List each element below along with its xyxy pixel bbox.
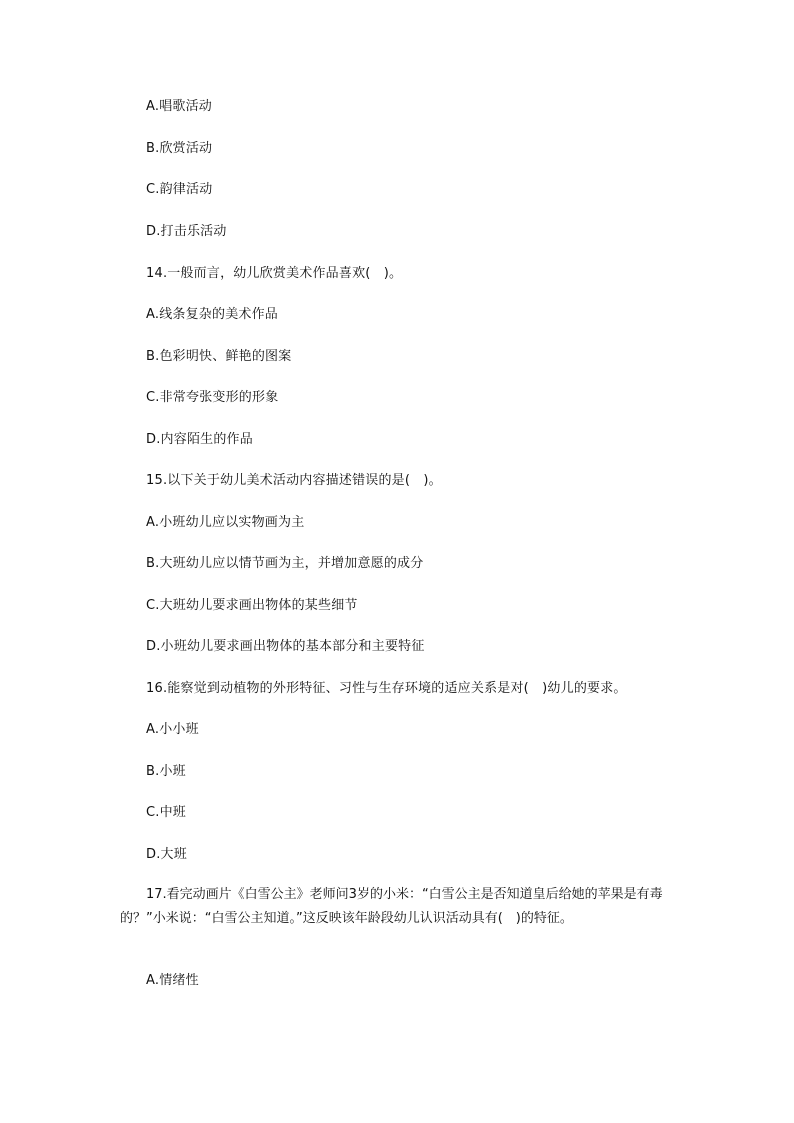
q14-option-b: B.色彩明快、鲜艳的图案 [146,349,292,364]
q16-stem: 16.能察觉到动植物的外形特征、习性与生存环境的适应关系是对( )幼儿的要求。 [146,681,627,696]
q14-option-a: A.线条复杂的美术作品 [146,307,278,322]
q13-option-d: D.打击乐活动 [146,224,227,239]
q13-option-c: C.韵律活动 [146,182,213,197]
q14-stem: 14.一般而言，幼儿欣赏美术作品喜欢( )。 [146,266,403,281]
q15-option-a: A.小班幼儿应以实物画为主 [146,515,305,530]
q13-option-a: A.唱歌活动 [146,99,212,114]
q17-stem: 17.看完动画片《白雪公主》老师问3岁的小米：“白雪公主是否知道皇后给她的苹果是有毒的？”小米说：“白雪公主知道。”这反映该年龄段幼儿认识活动具有( )的特征。 [120,887,663,926]
q13-option-b: B.欣赏活动 [146,141,213,156]
q14-option-c: C.非常夸张变形的形象 [146,390,279,405]
q14-option-d: D.内容陌生的作品 [146,432,253,447]
q16-option-c: C.中班 [146,805,187,820]
q15-option-d: D.小班幼儿要求画出物体的基本部分和主要特征 [146,639,425,654]
q15-stem: 15.以下关于幼儿美术活动内容描述错误的是( )。 [146,473,442,488]
q16-option-b: B.小班 [146,764,186,779]
q17-option-a: A.情绪性 [146,973,199,988]
q16-option-a: A.小小班 [146,722,199,737]
q15-option-c: C.大班幼儿要求画出物体的某些细节 [146,598,358,613]
q16-option-d: D.大班 [146,847,187,862]
q15-option-b: B.大班幼儿应以情节画为主，并增加意愿的成分 [146,556,424,571]
